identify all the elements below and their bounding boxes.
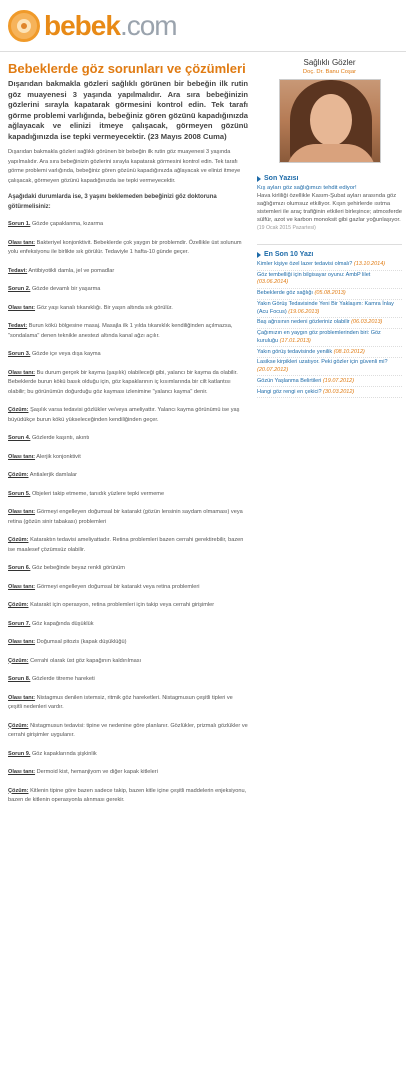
- recent-post-item[interactable]: [257, 358, 402, 376]
- entry-key: Çözüm:: [8, 537, 29, 543]
- entry-key: Sorun 2.: [8, 286, 31, 292]
- problem-entry: [8, 583, 248, 593]
- recent-post-item[interactable]: [257, 260, 402, 271]
- entry-key: Sorun 7.: [8, 620, 31, 627]
- entry-text: Objeleri takip etmeme, tanıdık yüzlere tepki vermeme: [31, 490, 165, 497]
- recent-post-title[interactable]: Gözün Yaşlanma Belirtileri: [257, 377, 322, 384]
- entry-key: Olası tanı:: [8, 509, 36, 515]
- entry-key: Sorun 5.: [8, 490, 31, 497]
- recent-post-item[interactable]: [257, 271, 402, 289]
- recent-posts-list: [257, 260, 402, 398]
- last-post-date: (19 Ocak 2015 Pazartesi): [257, 225, 316, 231]
- problem-entry: [8, 304, 248, 314]
- profile-author[interactable]: Doç. Dr. Banu Coşar: [302, 69, 357, 75]
- entry-text: Gözde devamlı bir yaşarma: [31, 286, 101, 292]
- recent-post-title[interactable]: Kimler kişiye özel lazer tedavisi olmalı?: [257, 261, 353, 268]
- last-post-excerpt: Hava kirliliği özellikle Kasım-Şubat ayları arasında göz sağlığımızı olumsuz etkiliyor. Kışın şehirlerde ısıtma sistemleri ile araç trafiğinin etkileri birleşince; atmosferde sülfür, azot ve karbon monoksit gibi gazlar yoğunlaşıyor.: [257, 193, 402, 223]
- section-intro: Aşağıdaki durumlarda ise, 3 yaşını beklemeden bebeğinizi göz doktoruna götürmelisiniz:: [8, 194, 217, 210]
- entry-key: Tedavi:: [8, 323, 28, 329]
- recent-post-item[interactable]: [257, 329, 402, 347]
- recent-post-item[interactable]: [257, 376, 402, 387]
- problem-entry: [8, 638, 248, 648]
- entry-key: Olası tanı:: [8, 453, 36, 460]
- article-title: Bebeklerde göz sorunları ve çözümleri: [8, 61, 246, 76]
- recent-post-date: (13.10.2014): [353, 261, 386, 268]
- problem-entry: [8, 322, 248, 341]
- problem-entry: [8, 434, 248, 444]
- entry-text: Bakteriyel konjonktivit. Bebeklerde çok yaygın bir problemdir. Özellikle üst solunum yolu enfeksiyonu ile birlikte sık görülür. Tedaviyle 1 hafta-10 günde geçer.: [8, 239, 242, 255]
- recent-post-date: (08.10.2012): [333, 348, 365, 355]
- problem-entry: [8, 722, 248, 741]
- recent-post-date: (17.01.2013): [279, 337, 311, 344]
- entry-text: Görmeyi engelleyen doğumsal bir katarakt veya retina problemleri: [36, 583, 200, 590]
- entry-key: Çözüm:: [8, 407, 29, 413]
- entry-key: Olası tanı:: [8, 239, 36, 246]
- entry-key: Çözüm:: [8, 472, 29, 478]
- entry-key: Olası tanı:: [8, 583, 36, 590]
- entry-text: Alerjik konjonktivit: [36, 453, 81, 460]
- entry-key: Sorun 1.: [8, 221, 31, 227]
- entry-text: Burun kökü bölgesine masaj. Masajla ilk 1 yılda tıkanıklık kendiliğinden açılmazsa, "sondalama" denen teknikle anestezi altında kanal ağzı açılır.: [8, 323, 233, 339]
- recent-post-item[interactable]: [257, 387, 402, 398]
- profile-title[interactable]: Sağlıklı Gözler: [303, 58, 356, 67]
- article-lead: Dışarıdan bakmakla gözleri sağlıklı görünen bir bebeğin ilk rutin göz muayenesi 3 yaşında yapılmalıdır. Ara sıra bebeğinizin gözlerini sırayla kapatarak görmesini kontrol edin. Tek tarafı görme problemi varlığında, bebeğiniz gören gözünü kapadığınızda ağlayacak ve elinizi itmeye çalışacak, görmeyen gözünü kapadığınızda ise tepki vermeyecektir. (23 Mayıs 2008 Cuma): [8, 79, 248, 141]
- problem-entry: [8, 750, 248, 760]
- problem-entry: [8, 453, 248, 463]
- entry-text: Katarakt için operasyon, retina problemleri için takip veya cerrahi girişimler: [30, 602, 215, 608]
- recent-post-date: (30.03.2012): [323, 388, 355, 395]
- entry-text: Gözlerde titreme hareketi: [31, 676, 95, 682]
- recent-post-date: (20.07.2012): [257, 366, 289, 373]
- entry-text: Antialerjik damlalar: [29, 472, 78, 478]
- entry-text: Göz kapağında düşüklük: [31, 620, 94, 627]
- author-photo[interactable]: [279, 79, 381, 163]
- recent-post-title[interactable]: Çağımızın en yaygın göz problemlerinden biri: Göz kuruluğu: [257, 330, 381, 344]
- recent-post-title[interactable]: Baş ağrısının nedeni gözleriniz olabilir: [257, 319, 350, 326]
- recent-post-item[interactable]: [257, 318, 402, 329]
- site-header: [0, 0, 406, 52]
- recent-post-date: (03.06.2014): [257, 279, 289, 286]
- logo-badge-icon: [8, 10, 40, 42]
- entry-text: Kitlenin tipine göre bazen sadece takip, bazen kitle içine çeşitli maddelerin enjeksiyonu, bazen de kitlenin operasyonla alınması gerekir.: [8, 787, 247, 803]
- entry-text: Bu durum gerçek bir kayma (şaşılık) olabileceği gibi, yalancı bir kayma da olabilir. Bebeklerde burun kökü basık olduğu için, göz kapaklarının iç kısımlarında bir cilt katlantısı olabilir; bu görünümün doğurduğu göz kayması izlenimine "yalancı kayma" denir.: [8, 369, 238, 395]
- entry-key: Sorun 6.: [8, 565, 31, 571]
- entry-text: Nistagmusun tedavisi: tipine ve nedenine göre planlanır. Gözlükler, prizmalı gözlükler ve cerrahi girişimler uygulanır.: [8, 722, 248, 738]
- entry-key: Olası tanı:: [8, 304, 36, 311]
- entry-key: Olası tanı:: [8, 694, 36, 701]
- entry-text: Kataraktın tedavisi ameliyattadır. Retina problemleri bazen cerrahi gerektirebilir, bazen ise maalesef çözümsüz olabilir.: [8, 537, 244, 553]
- entry-text: Göz bebeğinde beyaz renkli görünüm: [31, 565, 125, 571]
- recent-post-title[interactable]: Yakın Görüş Tedavisinde Yeni Bir Yaklaşım: Kamra İnlay (Acu Focus): [257, 301, 394, 315]
- site-logo[interactable]: [8, 6, 177, 46]
- entry-key: Olası tanı:: [8, 639, 36, 645]
- entry-key: Sorun 3.: [8, 351, 31, 357]
- recent-post-item[interactable]: [257, 300, 402, 318]
- entry-text: Göz yaşı kanalı tıkanıklığı. Bir yaşın altında sık görülür.: [36, 304, 173, 311]
- recent-post-title[interactable]: Göz tembelliği için bilgisayar oyunu: AmbP lilet: [257, 272, 371, 279]
- problem-entry: [8, 536, 248, 555]
- entry-text: Gözde çapaklanma, kızarma: [31, 221, 104, 227]
- problem-entry: [8, 220, 248, 230]
- problem-entry: [8, 564, 248, 574]
- arrow-right-icon: [257, 176, 261, 182]
- last-post-heading: Son Yazısı: [257, 175, 402, 182]
- recent-post-date: (06.03.2013): [351, 319, 383, 326]
- entry-text: Gözde içe veya dışa kayma: [31, 351, 101, 357]
- problem-entry: [8, 350, 248, 360]
- entry-key: Çözüm:: [8, 787, 29, 794]
- article: [8, 62, 248, 815]
- problem-list: [8, 220, 248, 806]
- entry-key: Çözüm:: [8, 602, 29, 608]
- problem-entry: [8, 787, 248, 806]
- recent-post-title[interactable]: Yakın görüş tedavisinde yenilik: [257, 348, 333, 355]
- problem-entry: [8, 620, 248, 630]
- entry-text: Görmeyi engelleyen doğumsal bir katarakt (gözün lensinin saydam olmaması) veya retina (gözün sinir tabakası) problemleri: [8, 509, 243, 525]
- problem-entry: [8, 285, 248, 295]
- divider: [257, 244, 402, 245]
- article-body: Dışarıdan bakmakla gözleri sağlıklı görünen bir bebeğin ilk rutin göz muayenesi 3 yaşında yapılmalıdır. Ara sıra bebeğinizin gözlerini sırayla kapatarak görmesini kontrol edin. Tek tarafı görme problemi varlığında, bebeğiniz gören gözünü kapadığınızda ağlayacak ve elinizi itmeye çalışacak, görmeyen gözünü kapadığınızda ise tepki vermeyecektir.: [8, 149, 241, 184]
- problem-entry: [8, 768, 248, 778]
- problem-entry: [8, 675, 248, 685]
- problem-entry: [8, 471, 248, 481]
- problem-entry: [8, 508, 248, 527]
- entry-text: Doğumsal pitozis (kapak düşüklüğü): [36, 639, 127, 645]
- recent-post-title[interactable]: Hangi göz rengi en çekici?: [257, 388, 322, 395]
- recent-post-title[interactable]: Bebeklerde göz sağlığı: [257, 290, 313, 297]
- entry-text: Şaşılık varsa tedavisi gözlükler ve/veya ameliyattır. Yalancı kayma görünümü ise yaş büyüdükçe burun kökü yükseleceğinden kendiliğinden geçer.: [8, 407, 240, 423]
- entry-text: Göz kapaklarında şişkinlik: [31, 750, 97, 757]
- last-post-link[interactable]: Kış ayları göz sağlığımızı tehdit ediyor!: [257, 185, 357, 191]
- logo-text: bebek: [44, 10, 120, 41]
- entry-key: Sorun 8.: [8, 676, 31, 682]
- entry-key: Sorun 9.: [8, 750, 31, 757]
- entry-text: Cerrahi olarak üst göz kapağının kaldırılması: [30, 657, 142, 664]
- recent-post-item[interactable]: [257, 289, 402, 300]
- recent-post-title[interactable]: Lasikse kirpikleri uzatıyor. Peki gözler için güvenli mi?: [257, 359, 388, 366]
- problem-entry: [8, 601, 248, 611]
- problem-entry: [8, 267, 248, 277]
- problem-entry: [8, 694, 248, 713]
- problem-entry: [8, 369, 248, 398]
- top10-heading: En Son 10 Yazı: [257, 251, 402, 258]
- entry-text: Gözlerde kaşıntı, akıntı: [31, 435, 90, 441]
- recent-post-date: (05.08.2013): [314, 290, 346, 297]
- problem-entry: [8, 406, 248, 425]
- recent-post-date: (19.07.2012): [322, 377, 355, 384]
- entry-key: Çözüm:: [8, 722, 29, 729]
- entry-key: Olası tanı:: [8, 369, 36, 376]
- entry-text: Antibiyotikli damla, jel ve pomadlar: [28, 267, 115, 274]
- problem-entry: [8, 490, 248, 500]
- recent-post-item[interactable]: [257, 347, 402, 358]
- entry-key: Tedavi:: [8, 267, 28, 274]
- sidebar: [257, 58, 402, 398]
- entry-key: Sorun 4.: [8, 435, 31, 441]
- logo-domain: .com: [119, 10, 177, 41]
- arrow-right-icon: [257, 252, 261, 258]
- problem-entry: [8, 239, 248, 258]
- entry-text: Nistagmus denilen istemsiz, ritmik göz hareketleri. Nistagmusun çeşitli tipleri ve çeşitli nedenleri vardır.: [8, 694, 233, 710]
- entry-key: Olası tanı:: [8, 769, 36, 775]
- entry-key: Çözüm:: [8, 657, 29, 664]
- entry-text: Dermoid kist, hemanjiyom ve diğer kapak kitleleri: [36, 769, 158, 775]
- recent-post-date: (19.06.2013): [288, 308, 320, 315]
- problem-entry: [8, 657, 248, 667]
